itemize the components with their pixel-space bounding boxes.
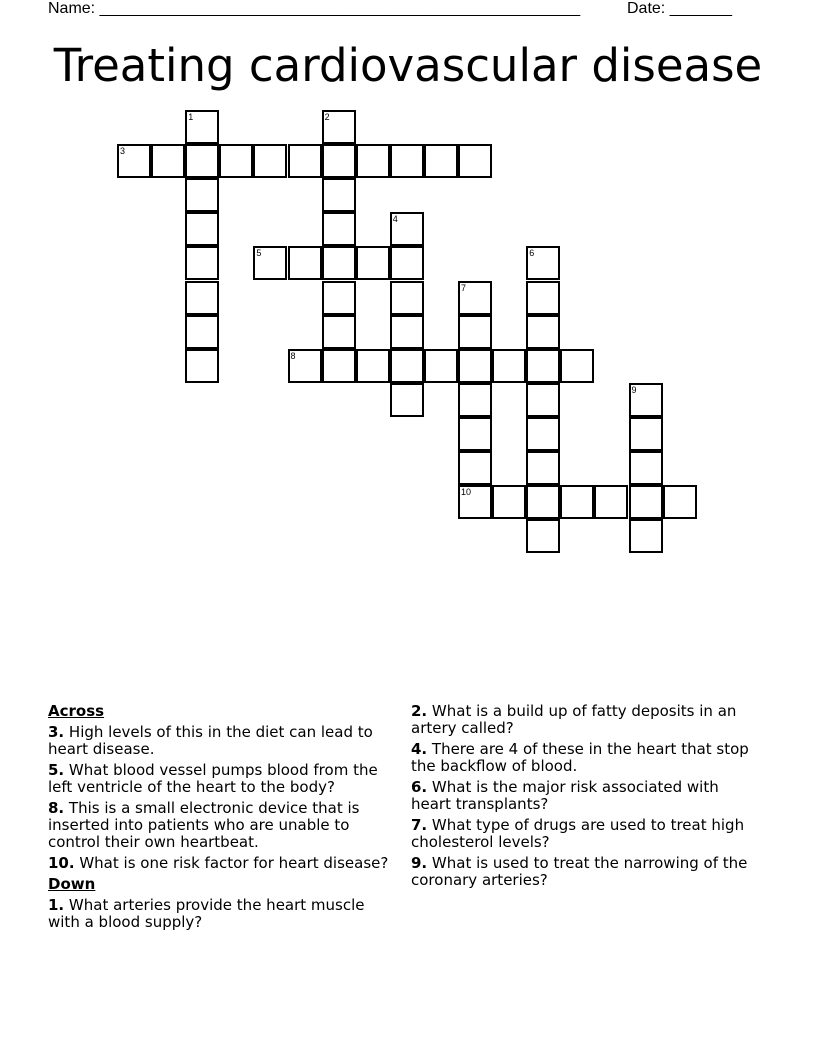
clue-text: High levels of this in the diet can lead to heart disease. bbox=[48, 723, 373, 758]
grid-cell[interactable] bbox=[390, 212, 424, 246]
grid-cell[interactable] bbox=[526, 246, 560, 280]
clue-across-3 bbox=[48, 724, 398, 758]
grid-cell[interactable] bbox=[458, 383, 492, 417]
clue-number: 8. bbox=[48, 799, 65, 817]
grid-cell[interactable] bbox=[288, 349, 322, 383]
clue-text: What is the major risk associated with heart transplants? bbox=[411, 778, 719, 813]
grid-cell[interactable] bbox=[629, 417, 663, 451]
clue-down-4 bbox=[411, 741, 761, 775]
grid-cell[interactable] bbox=[390, 144, 424, 178]
clue-down-2 bbox=[411, 703, 761, 737]
clue-text: There are 4 of these in the heart that stop the backflow of blood. bbox=[411, 740, 749, 775]
grid-cell[interactable] bbox=[356, 144, 390, 178]
grid-cell[interactable] bbox=[185, 349, 219, 383]
clues-left-column bbox=[48, 703, 398, 935]
grid-cell[interactable] bbox=[663, 485, 697, 519]
clue-text: What arteries provide the heart muscle with a blood supply? bbox=[48, 896, 365, 931]
clue-down-6 bbox=[411, 779, 761, 813]
grid-cell[interactable] bbox=[288, 246, 322, 280]
clue-text: This is a small electronic device that is inserted into patients who are unable to control their own heartbeat. bbox=[48, 799, 360, 851]
grid-cell[interactable] bbox=[356, 349, 390, 383]
grid-cell[interactable] bbox=[253, 144, 287, 178]
cell-number: 4 bbox=[392, 214, 398, 225]
grid-cell[interactable] bbox=[322, 315, 356, 349]
clue-number: 9. bbox=[411, 854, 428, 872]
clue-across-10 bbox=[48, 855, 398, 872]
grid-cell[interactable] bbox=[424, 349, 458, 383]
grid-cell[interactable] bbox=[458, 417, 492, 451]
grid-cell[interactable] bbox=[117, 144, 151, 178]
grid-cell[interactable] bbox=[151, 144, 185, 178]
grid-cell[interactable] bbox=[560, 349, 594, 383]
grid-cell[interactable] bbox=[390, 383, 424, 417]
clue-number: 10. bbox=[48, 854, 75, 872]
grid-cell[interactable] bbox=[390, 349, 424, 383]
grid-cell[interactable] bbox=[629, 519, 663, 553]
grid-cell[interactable] bbox=[390, 246, 424, 280]
clue-text: What type of drugs are used to treat high cholesterol levels? bbox=[411, 816, 745, 851]
name-label: Name: ______________________________________________________ bbox=[48, 0, 581, 17]
grid-cell[interactable] bbox=[629, 485, 663, 519]
cell-number: 3 bbox=[120, 146, 126, 157]
grid-cell[interactable] bbox=[526, 519, 560, 553]
clue-down-1 bbox=[48, 897, 398, 931]
grid-cell[interactable] bbox=[322, 246, 356, 280]
cell-number: 7 bbox=[461, 282, 467, 293]
cell-number: 9 bbox=[631, 384, 637, 395]
clue-down-9 bbox=[411, 855, 761, 889]
cell-number: 6 bbox=[529, 248, 535, 259]
grid-cell[interactable] bbox=[185, 315, 219, 349]
clue-number: 2. bbox=[411, 702, 428, 720]
cell-number: 5 bbox=[256, 248, 262, 259]
grid-cell[interactable] bbox=[185, 281, 219, 315]
grid-cell[interactable] bbox=[322, 212, 356, 246]
grid-cell[interactable] bbox=[458, 485, 492, 519]
date-label: Date: _______ bbox=[627, 0, 732, 17]
grid-cell[interactable] bbox=[629, 451, 663, 485]
cell-number: 10 bbox=[461, 487, 472, 498]
grid-cell[interactable] bbox=[185, 212, 219, 246]
grid-cell[interactable] bbox=[288, 144, 322, 178]
grid-cell[interactable] bbox=[526, 281, 560, 315]
cell-number: 2 bbox=[324, 112, 330, 122]
page-title: Treating cardiovascular disease bbox=[53, 39, 763, 92]
grid-cell[interactable] bbox=[322, 110, 356, 144]
grid-cell[interactable] bbox=[458, 315, 492, 349]
cell-number: 1 bbox=[188, 112, 194, 122]
clue-text: What blood vessel pumps blood from the left ventricle of the heart to the body? bbox=[48, 761, 378, 796]
clue-text: What is used to treat the narrowing of the coronary arteries? bbox=[411, 854, 748, 889]
grid-cell[interactable] bbox=[458, 349, 492, 383]
down-heading: Down bbox=[48, 875, 96, 893]
grid-cell[interactable] bbox=[390, 315, 424, 349]
grid-cell[interactable] bbox=[526, 315, 560, 349]
grid-cell[interactable] bbox=[492, 485, 526, 519]
cell-number: 8 bbox=[290, 350, 296, 361]
clue-down-7 bbox=[411, 817, 761, 851]
grid-cell[interactable] bbox=[492, 349, 526, 383]
grid-cell[interactable] bbox=[424, 144, 458, 178]
clue-number: 5. bbox=[48, 761, 65, 779]
clue-number: 6. bbox=[411, 778, 428, 796]
grid-cell[interactable] bbox=[458, 451, 492, 485]
grid-cell[interactable] bbox=[526, 451, 560, 485]
grid-cell[interactable] bbox=[629, 383, 663, 417]
clue-across-8 bbox=[48, 800, 398, 851]
grid-cell[interactable] bbox=[253, 246, 287, 280]
grid-cell[interactable] bbox=[526, 383, 560, 417]
grid-cell[interactable] bbox=[390, 281, 424, 315]
grid-cell[interactable] bbox=[356, 246, 390, 280]
clue-number: 4. bbox=[411, 740, 428, 758]
grid-cell[interactable] bbox=[185, 144, 219, 178]
grid-cell[interactable] bbox=[185, 178, 219, 212]
grid-cell[interactable] bbox=[526, 417, 560, 451]
grid-cell[interactable] bbox=[185, 110, 219, 144]
grid-cell[interactable] bbox=[526, 349, 560, 383]
clue-across-5 bbox=[48, 762, 398, 796]
clue-number: 1. bbox=[48, 896, 65, 914]
clue-text: What is a build up of fatty deposits in an artery called? bbox=[411, 702, 737, 737]
grid-cell[interactable] bbox=[594, 485, 628, 519]
grid-cell[interactable] bbox=[560, 485, 594, 519]
clue-text: What is one risk factor for heart disease? bbox=[74, 854, 389, 872]
grid-cell[interactable] bbox=[322, 349, 356, 383]
grid-cell[interactable] bbox=[185, 246, 219, 280]
clue-number: 7. bbox=[411, 816, 428, 834]
clues-right-column bbox=[411, 703, 761, 893]
across-heading: Across bbox=[48, 702, 105, 720]
clue-number: 3. bbox=[48, 723, 65, 741]
grid-cell[interactable] bbox=[322, 178, 356, 212]
grid-cell[interactable] bbox=[458, 281, 492, 315]
grid-cell[interactable] bbox=[322, 144, 356, 178]
grid-cell[interactable] bbox=[526, 485, 560, 519]
grid-cell[interactable] bbox=[322, 281, 356, 315]
grid-cell[interactable] bbox=[219, 144, 253, 178]
grid-cell[interactable] bbox=[458, 144, 492, 178]
